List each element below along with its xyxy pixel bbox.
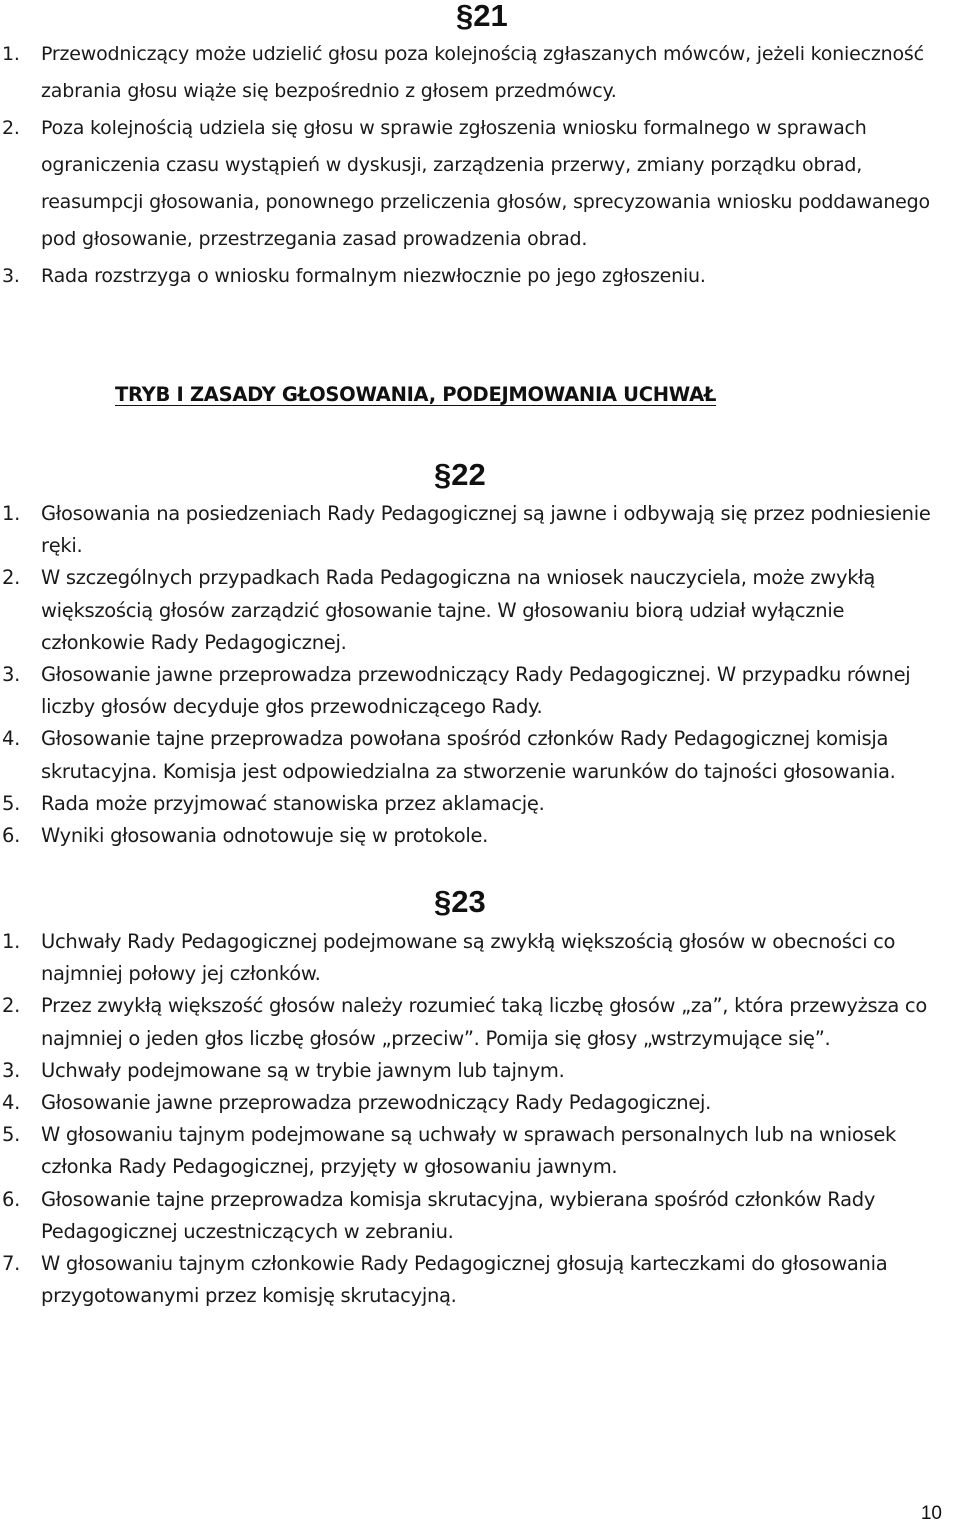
item-text: Rada może przyjmować stanowiska przez aklamację. — [41, 791, 545, 815]
item-number: 4. — [2, 727, 21, 751]
list-item — [0, 820, 935, 852]
item-text: Uchwały podejmowane są w trybie jawnym lub tajnym. — [41, 1058, 565, 1082]
item-text: Głosowanie tajne przeprowadza powołana spośród członków Rady Pedagogicznej komisja skrutacyjna. Komisja jest odpowiedzialna za stworzenie warunków do tajności głosowania. — [41, 727, 896, 783]
list-item — [0, 990, 935, 1054]
page-number: 10 — [920, 1503, 942, 1524]
list-item — [0, 1119, 935, 1183]
item-number: 1. — [2, 43, 20, 65]
list-item — [0, 788, 935, 820]
list-item — [0, 110, 935, 258]
item-number: 5. — [2, 1123, 21, 1147]
list-item — [0, 258, 935, 295]
item-number: 4. — [2, 1091, 21, 1115]
item-text: Głosowanie tajne przeprowadza komisja skrutacyjna, wybierana spośród członków Rady Pedagogicznej uczestniczących w zebraniu. — [41, 1187, 876, 1243]
list-item — [0, 659, 935, 723]
section-23-mark: §23 — [434, 884, 486, 919]
section-heading: TRYB I ZASADY GŁOSOWANIA, PODEJMOWANIA UCHWAŁ — [115, 383, 717, 406]
item-number: 1. — [2, 930, 21, 953]
list-item — [0, 723, 935, 787]
list-item — [0, 1055, 935, 1087]
item-number: 1. — [2, 502, 21, 525]
item-text: W głosowaniu tajnym członkowie Rady Pedagogicznej głosują karteczkami do głosowania przygotowanymi przez komisję skrutacyjną. — [41, 1252, 888, 1308]
item-number: 5. — [2, 791, 21, 815]
item-number: 3. — [2, 265, 20, 287]
list-item — [0, 498, 935, 562]
list-item — [0, 1184, 935, 1248]
item-number: 3. — [2, 663, 21, 687]
item-text: Rada rozstrzyga o wniosku formalnym niezwłocznie po jego zgłoszeniu. — [41, 265, 706, 287]
item-text: W szczególnych przypadkach Rada Pedagogiczna na wniosek nauczyciela, może zwykłą większością głosów zarządzić głosowanie tajne. W głosowaniu biorą udział wyłącznie członkowie Rady Pedagogicznej. — [41, 566, 876, 654]
section-22-list — [0, 498, 935, 852]
list-item — [0, 36, 935, 110]
item-number: 2. — [2, 566, 21, 590]
list-item — [0, 562, 935, 659]
item-number: 7. — [2, 1252, 21, 1276]
list-item — [0, 926, 935, 990]
section-21-mark: §21 — [456, 0, 508, 33]
item-text: Wyniki głosowania odnotowuje się w protokole. — [41, 824, 489, 848]
item-text: Głosowania na posiedzeniach Rady Pedagogicznej są jawne i odbywają się przez podniesienie ręki. — [41, 502, 931, 558]
item-text: Głosowanie jawne przeprowadza przewodniczący Rady Pedagogicznej. W przypadku równej liczby głosów decyduje głos przewodniczącego Rady. — [41, 663, 911, 719]
item-number: 2. — [2, 117, 20, 139]
item-number: 3. — [2, 1058, 21, 1082]
section-22-mark: §22 — [434, 457, 486, 492]
list-item — [0, 1248, 935, 1312]
item-number: 2. — [2, 994, 21, 1018]
item-text: Przewodniczący może udzielić głosu poza kolejnością zgłaszanych mówców, jeżeli konieczność zabrania głosu wiąże się bezpośrednio z głosem przedmówcy. — [41, 43, 924, 102]
item-text: Poza kolejnością udziela się głosu w sprawie zgłoszenia wniosku formalnego w sprawach ograniczenia czasu wystąpień w dyskusji, zarządzenia przerwy, zmiany porządku obrad, reasumpcji głosowania, ponownego przeliczenia głosów, sprecyzowania wniosku poddawanego pod głosowanie, przestrzegania zasad prowadzenia obrad. — [41, 117, 930, 250]
item-number: 6. — [2, 824, 21, 848]
item-number: 6. — [2, 1187, 21, 1211]
section-21-list — [0, 36, 935, 295]
item-text: Głosowanie jawne przeprowadza przewodniczący Rady Pedagogicznej. — [41, 1091, 712, 1115]
item-text: Uchwały Rady Pedagogicznej podejmowane są zwykłą większością głosów w obecności co najmniej połowy jej członków. — [41, 930, 896, 986]
item-text: W głosowaniu tajnym podejmowane są uchwały w sprawach personalnych lub na wniosek członka Rady Pedagogicznej, przyjęty w głosowaniu jawnym. — [41, 1123, 897, 1179]
item-text: Przez zwykłą większość głosów należy rozumieć taką liczbę głosów „za”, która przewyższa co najmniej o jeden głos liczbę głosów „przeciw”. Pomija się głosy „wstrzymujące się”. — [41, 994, 927, 1050]
list-item — [0, 1087, 935, 1119]
section-23-list — [0, 926, 935, 1312]
